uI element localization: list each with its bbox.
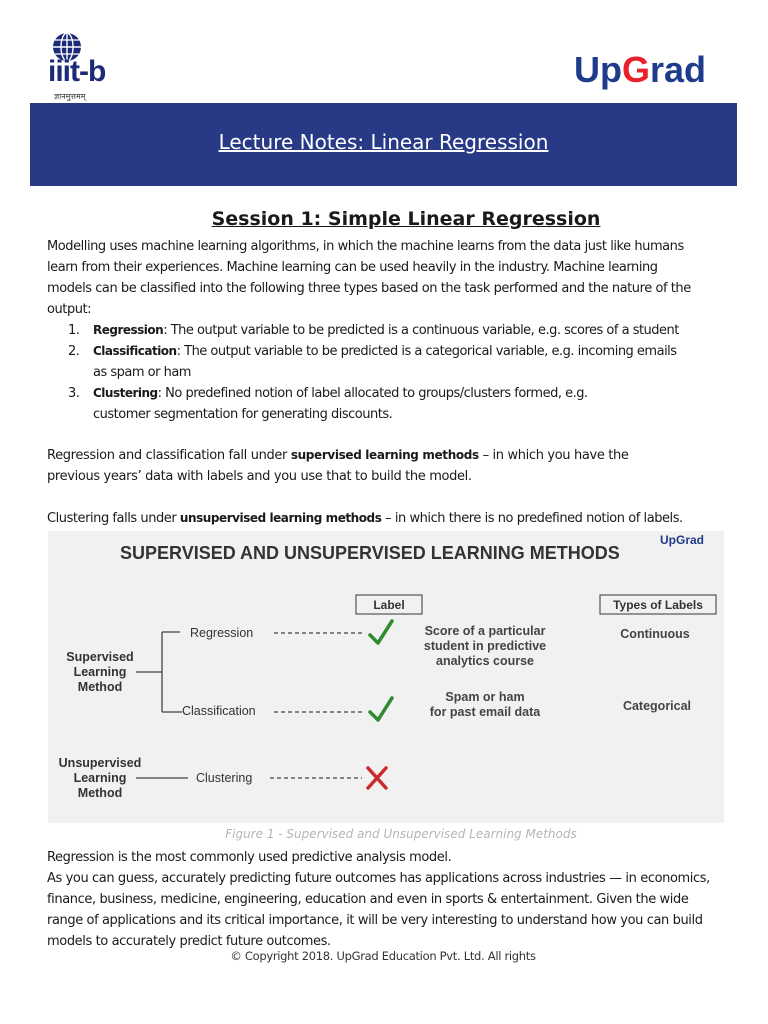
list-text: : The output variable to be predicted is a categorical variable, e.g. incoming emails bbox=[176, 344, 677, 359]
regression-example: student in predictive bbox=[423, 639, 547, 653]
iiitb-motto: ज्ञानमुत्तमम् bbox=[54, 92, 86, 101]
intro-line: models can be classified into the following three types based on the task performed and the nature of the bbox=[47, 281, 691, 296]
list-text: : The output variable to be predicted is a continuous variable, e.g. scores of a student bbox=[163, 323, 679, 338]
unsupervised-bold: unsupervised learning methods bbox=[179, 511, 382, 525]
intro-line: Modelling uses machine learning algorithms, in which the machine learns from the data just like humans bbox=[47, 239, 684, 254]
intro-line: learn from their experiences. Machine learning can be used heavily in the industry. Machine learning bbox=[47, 260, 658, 275]
list-number: 1. bbox=[68, 323, 80, 338]
list-term: Regression bbox=[93, 323, 164, 337]
upgrad-logo-up: Up bbox=[574, 49, 622, 90]
upgrad-logo-rad: rad bbox=[650, 49, 707, 90]
check-icon bbox=[370, 621, 392, 643]
unsupervised-paragraph bbox=[47, 508, 737, 529]
unsupervised-label: Unsupervised bbox=[58, 756, 142, 770]
banner-title: Lecture Notes: Linear Regression bbox=[218, 130, 549, 154]
list-text: : No predefined notion of label allocated to groups/clusters formed, e.g. bbox=[157, 386, 588, 401]
regression-example: analytics course bbox=[436, 654, 534, 668]
classification-type: Categorical bbox=[622, 699, 692, 713]
check-icon bbox=[370, 698, 392, 720]
clustering-label: Clustering bbox=[196, 771, 253, 785]
regression-example: Score of a particular bbox=[424, 624, 546, 638]
unsupervised-label: Method bbox=[77, 786, 123, 800]
supervised-label: Method bbox=[77, 680, 123, 694]
closing-line: models to accurately predict future outcomes. bbox=[47, 934, 331, 949]
figure-diagram bbox=[48, 531, 724, 823]
ml-types-list bbox=[68, 320, 748, 425]
closing-line: Regression is the most commonly used predictive analysis model. bbox=[47, 850, 452, 865]
title-banner bbox=[30, 103, 737, 186]
list-item bbox=[68, 320, 748, 341]
supervised-label: Learning bbox=[73, 665, 127, 679]
session-title: Session 1: Simple Linear Regression bbox=[211, 208, 601, 230]
iiitb-logo bbox=[48, 32, 128, 101]
closing-line: range of applications and its critical importance, it will be very interesting to understand how you can build bbox=[47, 913, 703, 928]
unsupervised-label: Learning bbox=[73, 771, 127, 785]
regression-type: Continuous bbox=[620, 627, 690, 641]
supervised-label: Supervised bbox=[66, 650, 134, 664]
supervised-line2: previous years’ data with labels and you use that to build the model. bbox=[47, 469, 472, 484]
supervised-bold: supervised learning methods bbox=[290, 448, 479, 462]
list-term: Clustering bbox=[93, 386, 158, 400]
iiitb-wordmark: iiit-b bbox=[48, 55, 106, 88]
upgrad-logo-g: G bbox=[622, 49, 651, 90]
regression-label: Regression bbox=[190, 626, 254, 640]
closing-paragraph bbox=[47, 847, 737, 952]
figure-brand: UpGrad bbox=[660, 533, 705, 547]
figure-title: SUPERVISED AND UNSUPERVISED LEARNING METHODS bbox=[120, 543, 620, 563]
tree-connector bbox=[136, 632, 182, 712]
supervised-paragraph bbox=[47, 445, 737, 487]
list-term: Classification bbox=[93, 344, 177, 358]
classification-label: Classification bbox=[182, 704, 256, 718]
classification-example: for past email data bbox=[429, 705, 541, 719]
copyright-footer: © Copyright 2018. UpGrad Education Pvt. Ltd. All rights bbox=[230, 949, 536, 963]
learning-methods-figure bbox=[48, 531, 724, 823]
intro-line: output: bbox=[47, 302, 92, 317]
unsupervised-pre: Clustering falls under bbox=[47, 511, 180, 526]
closing-line: finance, business, medicine, engineering, education and even in sports & entertainment. Given the wide bbox=[47, 892, 689, 907]
upgrad-logo bbox=[574, 48, 706, 92]
label-header: Label bbox=[373, 598, 405, 612]
supervised-post: – in which you have the bbox=[478, 448, 629, 463]
unsupervised-post: – in which there is no predefined notion of labels. bbox=[381, 511, 683, 526]
figure-caption: Figure 1 - Supervised and Unsupervised Learning Methods bbox=[225, 827, 577, 841]
list-item bbox=[68, 383, 748, 425]
list-text-continued: customer segmentation for generating discounts. bbox=[93, 407, 393, 422]
list-number: 2. bbox=[68, 344, 80, 359]
closing-line: As you can guess, accurately predicting future outcomes has applications across industries — in economics, bbox=[47, 871, 710, 886]
classification-example: Spam or ham bbox=[445, 690, 525, 704]
supervised-pre: Regression and classification fall under bbox=[47, 448, 291, 463]
supervised-line bbox=[47, 445, 737, 466]
cross-icon bbox=[368, 768, 386, 788]
list-item bbox=[68, 341, 748, 383]
list-number: 3. bbox=[68, 386, 80, 401]
intro-paragraph bbox=[47, 236, 737, 320]
types-header: Types of Labels bbox=[613, 598, 703, 612]
list-text-continued: as spam or ham bbox=[93, 365, 191, 380]
